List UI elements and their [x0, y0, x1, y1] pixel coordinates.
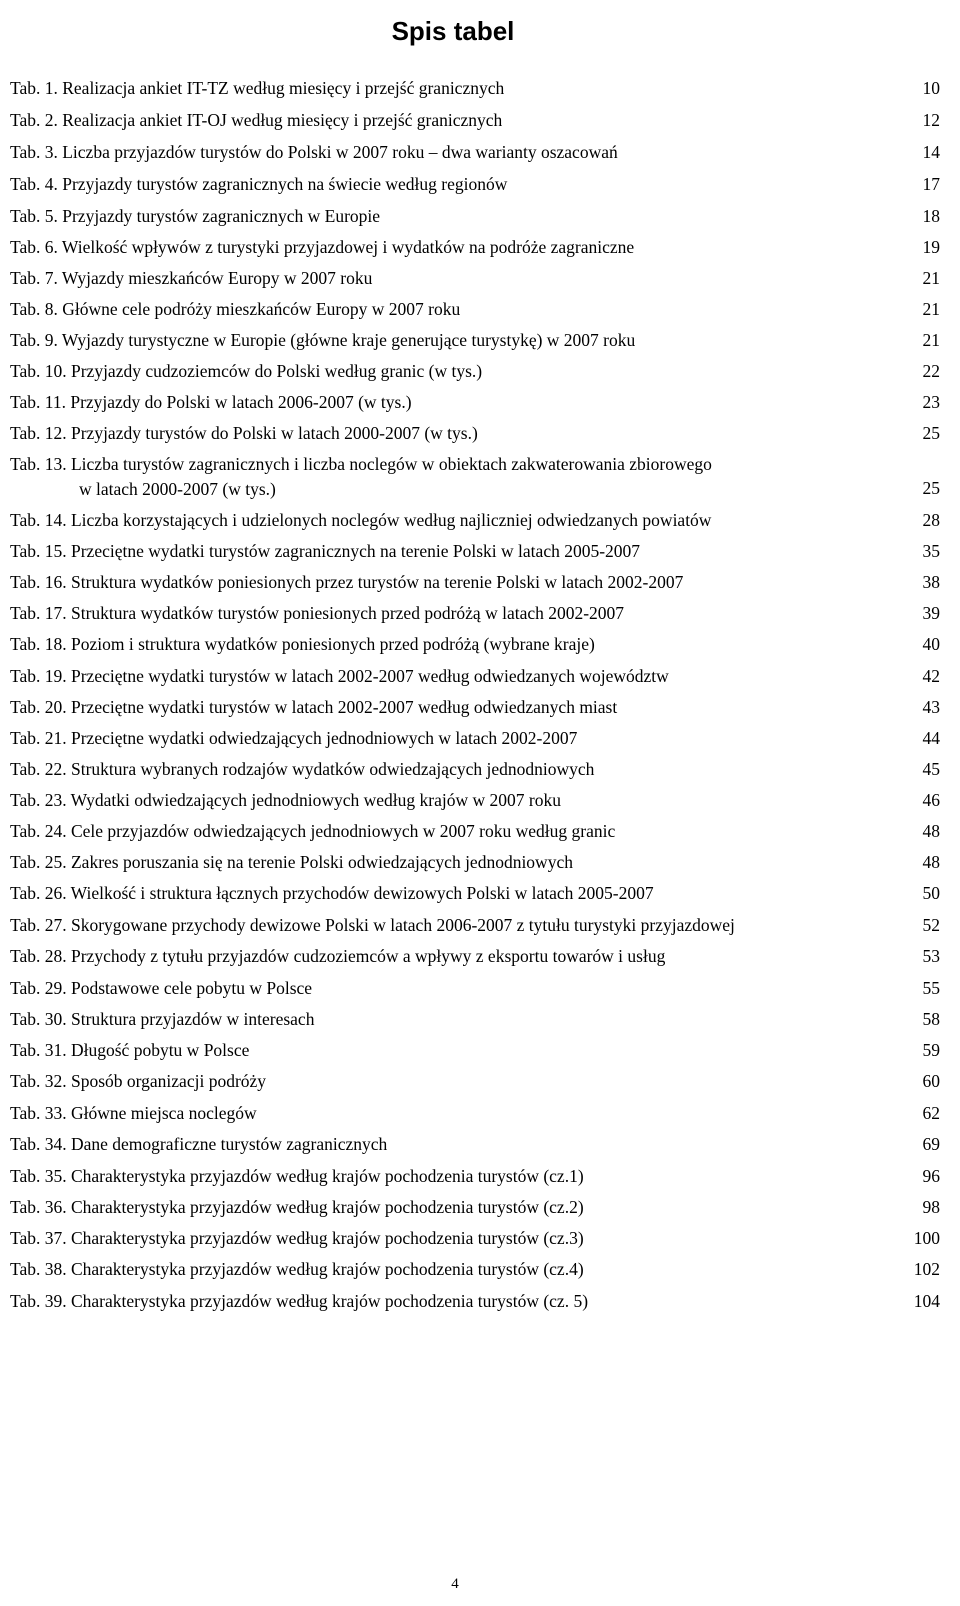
- toc-entry-title: Tab. 10. Przyjazdy cudzoziemców do Polski według granic (w tys.): [10, 361, 483, 381]
- toc-entry[interactable]: [10, 1100, 940, 1126]
- toc-entry-page-number: 21: [922, 299, 940, 319]
- toc-entry[interactable]: [10, 507, 940, 533]
- toc-entry-page-number: 22: [922, 361, 940, 381]
- toc-entry-title: Tab. 4. Przyjazdy turystów zagranicznych na świecie według regionów: [10, 174, 508, 194]
- toc-entry[interactable]: [10, 912, 940, 938]
- toc-entry[interactable]: [10, 600, 940, 626]
- toc-entry[interactable]: [10, 631, 940, 657]
- toc-entry-page-number: 43: [922, 697, 940, 717]
- toc-entry-page-number: 96: [922, 1166, 940, 1186]
- toc-entry-page-number: 100: [913, 1228, 940, 1248]
- toc-entry-page-number: 69: [922, 1134, 940, 1154]
- toc-entry[interactable]: [10, 389, 940, 415]
- toc-entry-page-number: 60: [922, 1071, 940, 1091]
- page-number: 4: [451, 1576, 459, 1592]
- toc-entry-title: Tab. 24. Cele przyjazdów odwiedzających jednodniowych w 2007 roku według granic: [10, 821, 616, 841]
- toc-entry[interactable]: [10, 1068, 940, 1094]
- toc-entry-title: Tab. 37. Charakterystyka przyjazdów według krajów pochodzenia turystów (cz.3): [10, 1228, 584, 1248]
- toc-entry[interactable]: [10, 296, 940, 322]
- toc-entry-title: Tab. 30. Struktura przyjazdów w interesach: [10, 1009, 315, 1029]
- toc-entry-page-number: 23: [922, 392, 940, 412]
- toc-entry-page-number: 53: [922, 946, 940, 966]
- toc-entry[interactable]: [10, 818, 940, 844]
- toc-entry-title: Tab. 23. Wydatki odwiedzających jednodniowych według krajów w 2007 roku: [10, 790, 561, 810]
- toc-entry[interactable]: [10, 569, 940, 595]
- toc-entry-title: Tab. 9. Wyjazdy turystyczne w Europie (główne kraje generujące turystykę) w 2007 roku: [10, 330, 636, 350]
- toc-entry-title: Tab. 34. Dane demograficzne turystów zagranicznych: [10, 1134, 388, 1154]
- toc-entry-title: Tab. 33. Główne miejsca noclegów: [10, 1103, 257, 1123]
- toc-entry[interactable]: [10, 725, 940, 751]
- toc-entry[interactable]: [10, 975, 940, 1001]
- toc-entry[interactable]: [10, 203, 940, 229]
- toc-entry[interactable]: [10, 756, 940, 782]
- toc-entry-page-number: 25: [922, 423, 940, 443]
- toc-entry-page-number: 21: [922, 268, 940, 288]
- toc-entry[interactable]: [10, 1131, 940, 1157]
- toc-entry[interactable]: [10, 1006, 940, 1032]
- toc-entry-page-number: 45: [922, 759, 940, 779]
- toc-entry-title: Tab. 13. Liczba turystów zagranicznych i liczba noclegów w obiektach zakwaterowania zbiorowego: [10, 454, 712, 474]
- toc-entry-title: Tab. 16. Struktura wydatków poniesionych przez turystów na terenie Polski w latach 2002-2007: [10, 572, 684, 592]
- toc-entry-page-number: 62: [922, 1103, 940, 1123]
- toc-entry[interactable]: [10, 787, 940, 813]
- toc-entry-page-number: 28: [922, 510, 940, 530]
- toc-entry[interactable]: [10, 1163, 940, 1189]
- toc-entry-title: Tab. 7. Wyjazdy mieszkańców Europy w 2007 roku: [10, 268, 373, 288]
- toc-entry-title: Tab. 38. Charakterystyka przyjazdów według krajów pochodzenia turystów (cz.4): [10, 1259, 584, 1279]
- toc-entry-page-number: 59: [922, 1040, 940, 1060]
- toc-entry-page-number: 104: [913, 1291, 940, 1311]
- toc-entry[interactable]: [10, 327, 940, 353]
- toc-entry-page-number: 19: [922, 237, 940, 257]
- toc-entry[interactable]: [10, 107, 940, 133]
- toc-entry-page-number: 35: [922, 541, 940, 561]
- toc-entry-page-number: 17: [922, 174, 940, 194]
- toc-entry-page-number: 48: [922, 821, 940, 841]
- toc-entry-title: Tab. 6. Wielkość wpływów z turystyki przyjazdowej i wydatków na podróże zagraniczne: [10, 237, 635, 257]
- toc-entry-page-number: 46: [922, 790, 940, 810]
- toc-entry-page-number: 18: [922, 206, 940, 226]
- toc-entry[interactable]: [10, 694, 940, 720]
- toc-entry-page-number: 12: [922, 110, 940, 130]
- toc-entry[interactable]: [10, 663, 940, 689]
- toc-entry-page-number: 10: [922, 78, 940, 98]
- toc-entry-title: Tab. 1. Realizacja ankiet IT-TZ według miesięcy i przejść granicznych: [10, 78, 505, 98]
- toc-entry-title: Tab. 25. Zakres poruszania się na terenie Polski odwiedzających jednodniowych: [10, 852, 573, 872]
- page-title: Spis tabel: [391, 16, 515, 47]
- toc-entry-page-number: 14: [922, 142, 940, 162]
- toc-entry-page-number: 102: [913, 1259, 940, 1279]
- toc-entry[interactable]: [10, 1288, 940, 1314]
- toc-entry-page-number: 98: [922, 1197, 940, 1217]
- toc-entry-title: Tab. 31. Długość pobytu w Polsce: [10, 1040, 250, 1060]
- toc-entry-page-number: 50: [922, 883, 940, 903]
- toc-entry-title: Tab. 15. Przeciętne wydatki turystów zagranicznych na terenie Polski w latach 2005-2007: [10, 541, 641, 561]
- toc-entry-page-number: 58: [922, 1009, 940, 1029]
- toc-entry-title: Tab. 12. Przyjazdy turystów do Polski w latach 2000-2007 (w tys.): [10, 423, 478, 443]
- toc-entry-title: Tab. 35. Charakterystyka przyjazdów według krajów pochodzenia turystów (cz.1): [10, 1166, 584, 1186]
- toc-entry-title: Tab. 2. Realizacja ankiet IT-OJ według miesięcy i przejść granicznych: [10, 110, 503, 130]
- toc-entry[interactable]: [10, 234, 940, 260]
- toc-entry-page-number: 38: [922, 572, 940, 592]
- toc-entry[interactable]: [10, 849, 940, 875]
- toc-entry[interactable]: [10, 265, 940, 291]
- toc-entry-page-number: 39: [922, 603, 940, 623]
- toc-entry-title: Tab. 21. Przeciętne wydatki odwiedzających jednodniowych w latach 2002-2007: [10, 728, 578, 748]
- toc-entry[interactable]: [10, 451, 940, 501]
- toc-entry-title: Tab. 36. Charakterystyka przyjazdów według krajów pochodzenia turystów (cz.2): [10, 1197, 584, 1217]
- toc-entry-title: Tab. 29. Podstawowe cele pobytu w Polsce: [10, 978, 313, 998]
- toc-entry[interactable]: [10, 358, 940, 384]
- toc-entry-title: Tab. 11. Przyjazdy do Polski w latach 2006-2007 (w tys.): [10, 392, 412, 412]
- toc-entry-title: Tab. 8. Główne cele podróży mieszkańców Europy w 2007 roku: [10, 299, 461, 319]
- toc-entry-page-number: 52: [922, 915, 940, 935]
- toc-entry-title: Tab. 39. Charakterystyka przyjazdów według krajów pochodzenia turystów (cz. 5): [10, 1291, 589, 1311]
- toc-entry-page-number: 25: [922, 478, 940, 498]
- toc-entry-title-continuation: w latach 2000-2007 (w tys.): [79, 479, 276, 499]
- toc-entry-title: Tab. 20. Przeciętne wydatki turystów w latach 2002-2007 według odwiedzanych miast: [10, 697, 618, 717]
- toc-entry-page-number: 42: [922, 666, 940, 686]
- toc-entry-title: Tab. 32. Sposób organizacji podróży: [10, 1071, 267, 1091]
- toc-entry[interactable]: [10, 171, 940, 197]
- toc-entry-page-number: 44: [922, 728, 940, 748]
- toc-entry-title: Tab. 22. Struktura wybranych rodzajów wydatków odwiedzających jednodniowych: [10, 759, 595, 779]
- toc-entry-title: Tab. 17. Struktura wydatków turystów poniesionych przed podróżą w latach 2002-2007: [10, 603, 625, 623]
- toc-entry[interactable]: [10, 420, 940, 446]
- toc-entry[interactable]: [10, 1225, 940, 1251]
- toc-entry-page-number: 55: [922, 978, 940, 998]
- toc-entry[interactable]: [10, 1256, 940, 1282]
- toc-entry[interactable]: [10, 943, 940, 969]
- toc-entry-title: Tab. 14. Liczba korzystających i udzielonych noclegów według najliczniej odwiedzanych powiatów: [10, 510, 712, 530]
- toc-entry-title: Tab. 18. Poziom i struktura wydatków poniesionych przed podróżą (wybrane kraje): [10, 634, 595, 654]
- toc-entry-page-number: 40: [922, 634, 940, 654]
- toc-entry-page-number: 48: [922, 852, 940, 872]
- toc-entry-title: Tab. 27. Skorygowane przychody dewizowe Polski w latach 2006-2007 z tytułu turystyki przyjazdowej: [10, 915, 735, 935]
- toc-entry[interactable]: [10, 139, 940, 165]
- toc-entry-title: Tab. 5. Przyjazdy turystów zagranicznych w Europie: [10, 206, 381, 226]
- toc-entry-title: Tab. 19. Przeciętne wydatki turystów w latach 2002-2007 według odwiedzanych województw: [10, 666, 669, 686]
- toc-entry[interactable]: [10, 1037, 940, 1063]
- toc-entry[interactable]: [10, 75, 940, 101]
- toc-entry-title: Tab. 3. Liczba przyjazdów turystów do Polski w 2007 roku – dwa warianty oszacowań: [10, 142, 618, 162]
- toc-entry[interactable]: [10, 880, 940, 906]
- toc-entry-title: Tab. 28. Przychody z tytułu przyjazdów cudzoziemców a wpływy z eksportu towarów i usług: [10, 946, 666, 966]
- toc-entry[interactable]: [10, 1194, 940, 1220]
- toc-entry-title: Tab. 26. Wielkość i struktura łącznych przychodów dewizowych Polski w latach 2005-2007: [10, 883, 654, 903]
- toc-entry[interactable]: [10, 538, 940, 564]
- toc-entry-page-number: 21: [922, 330, 940, 350]
